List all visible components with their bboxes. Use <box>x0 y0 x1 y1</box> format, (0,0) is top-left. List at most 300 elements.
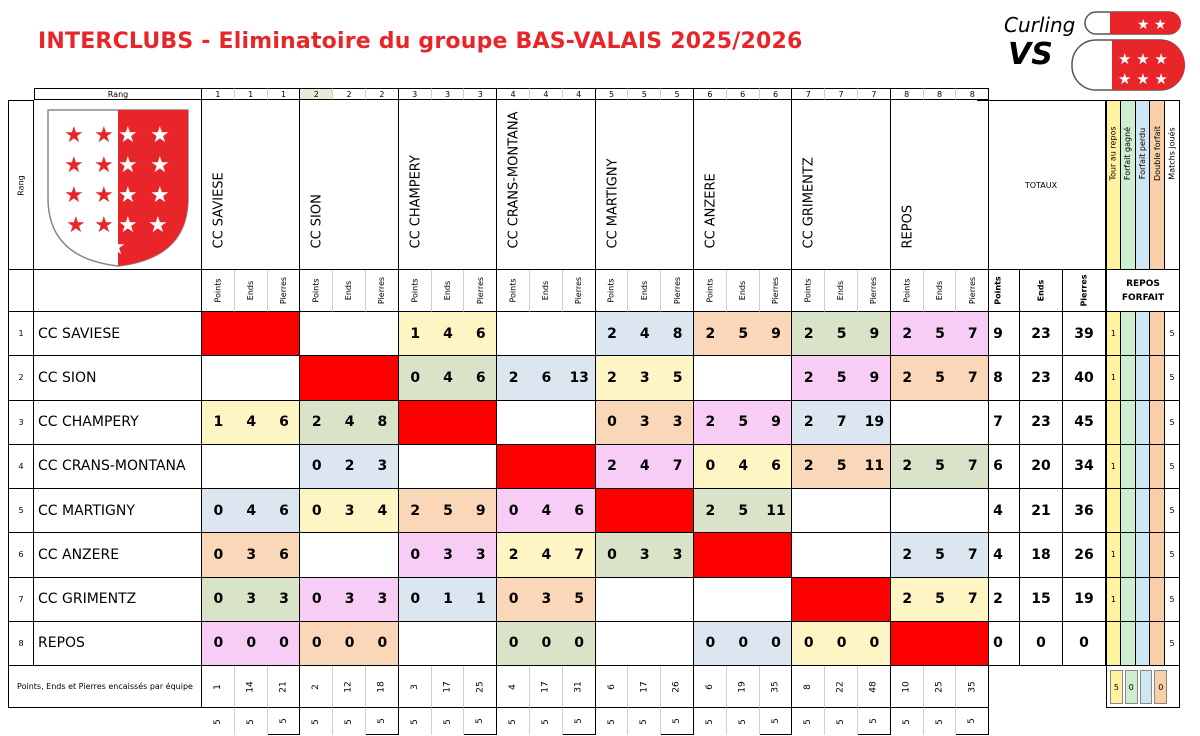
sub-header-label: Ends <box>541 280 551 301</box>
match-points: 2 <box>410 502 421 519</box>
match-points <box>300 312 333 355</box>
status-column-label: Forfait gagné <box>1123 126 1133 181</box>
match-ends: 0 <box>246 635 257 652</box>
blank-cell <box>34 270 202 312</box>
matches-played-value <box>399 708 432 735</box>
match-points: 0 <box>410 591 421 608</box>
match-pierres: 7 <box>967 369 978 386</box>
matches-played-value <box>432 708 465 735</box>
matches-played-number: 5 <box>376 718 387 724</box>
rank-number: 6 <box>694 88 727 100</box>
rank-number: 3 <box>432 88 465 100</box>
svg-text:★: ★ <box>150 123 170 148</box>
match-pierres: 11 <box>864 458 885 475</box>
match-pierres <box>268 356 301 399</box>
match-pierres: 13 <box>569 369 589 386</box>
conceded-value <box>497 666 530 708</box>
sub-header <box>727 270 760 312</box>
row-rank: 7 <box>8 578 34 622</box>
match-pierres <box>268 445 301 488</box>
match-points <box>891 401 924 444</box>
match-points: 0 <box>213 546 224 563</box>
match-ends <box>628 622 661 665</box>
sub-header <box>432 270 465 312</box>
match-result-cell <box>497 312 595 356</box>
conceded-number: 31 <box>573 680 584 693</box>
svg-text:★: ★ <box>64 183 84 208</box>
totals-sub-label: Ends <box>1036 279 1046 302</box>
sub-header-label: Points <box>410 278 420 303</box>
match-pierres: 5 <box>574 591 585 608</box>
match-pierres: 0 <box>377 635 388 652</box>
status-column-header <box>1150 100 1165 270</box>
match-result-cell <box>792 622 890 666</box>
conceded-number: 48 <box>868 680 879 693</box>
match-points <box>596 622 629 665</box>
rang-vertical-header <box>8 100 34 270</box>
matches-played-number: 5 <box>278 718 289 724</box>
svg-text:★: ★ <box>150 183 170 208</box>
match-result-cell <box>300 578 398 622</box>
match-points: 0 <box>508 502 519 519</box>
row-rank: 5 <box>8 489 34 533</box>
totaux-header: TOTAUX <box>977 100 1106 270</box>
row-rank: 2 <box>8 356 34 400</box>
conceded-number: 17 <box>442 680 453 693</box>
sub-header-label: Pierres <box>475 276 485 305</box>
team-column-header <box>202 100 300 270</box>
rang-header: Rang <box>34 88 202 100</box>
sub-header <box>530 270 563 312</box>
match-ends: 3 <box>344 502 355 519</box>
match-result-cell <box>694 622 792 666</box>
match-result-cell <box>694 401 792 445</box>
conceded-number: 21 <box>278 680 289 693</box>
matches-played-value <box>563 708 596 735</box>
matches-played-value <box>235 708 268 735</box>
svg-text:★: ★ <box>118 183 138 208</box>
match-pierres <box>858 489 891 532</box>
match-pierres: 5 <box>672 369 683 386</box>
match-points: 2 <box>902 591 913 608</box>
status-value <box>1121 445 1136 489</box>
match-points: 0 <box>607 414 617 431</box>
match-result-cell <box>792 533 890 577</box>
matches-played-number: 5 <box>967 718 978 724</box>
match-result-cell <box>596 445 694 489</box>
match-points: 2 <box>803 458 814 475</box>
match-ends: 0 <box>836 635 847 652</box>
match-result-cell <box>792 489 890 533</box>
total-ends: 23 <box>1020 312 1063 356</box>
matches-played-value <box>661 708 694 735</box>
team-column-label: CC SAVIESE <box>211 172 227 249</box>
sub-header-label: Points <box>705 278 715 303</box>
sub-header-label: Pierres <box>574 276 584 305</box>
match-result-cell <box>891 578 989 622</box>
rank-number: 5 <box>596 88 629 100</box>
team-column-label: REPOS <box>900 204 916 249</box>
total-points: 0 <box>977 622 1020 666</box>
match-pierres: 7 <box>967 546 978 563</box>
match-result-cell <box>497 401 595 445</box>
total-points: 6 <box>977 445 1020 489</box>
sub-header <box>628 270 661 312</box>
match-pierres <box>464 445 497 488</box>
totals-sub-header <box>1020 270 1063 312</box>
sub-header <box>300 270 333 312</box>
rank-number: 1 <box>202 88 235 100</box>
match-pierres <box>760 356 793 399</box>
match-ends: 0 <box>738 635 749 652</box>
rank-number: 1 <box>235 88 268 100</box>
match-pierres: 3 <box>475 546 486 563</box>
match-ends: 5 <box>738 414 749 431</box>
match-points: 2 <box>902 325 913 342</box>
svg-text:★: ★ <box>150 153 170 178</box>
match-ends: 4 <box>541 502 552 519</box>
status-value <box>1136 312 1151 356</box>
match-points <box>694 578 727 621</box>
sub-header <box>858 270 891 312</box>
matchs-played: 5 <box>1165 401 1180 445</box>
conceded-number: 3 <box>409 683 420 690</box>
match-result-cell <box>202 401 300 445</box>
logo-text-curling: Curling <box>1004 13 1076 37</box>
sub-header <box>202 270 235 312</box>
match-points: 0 <box>213 591 224 608</box>
match-pierres: 6 <box>475 369 486 386</box>
row-team-name: CC SAVIESE <box>34 312 202 356</box>
repos-count: 1 <box>1106 312 1121 356</box>
self-match-cell <box>497 445 595 489</box>
team-column-header <box>399 100 497 270</box>
svg-text:★: ★ <box>94 183 114 208</box>
sub-header <box>924 270 957 312</box>
repos-count: 1 <box>1106 578 1121 622</box>
totals-sub-header <box>977 270 1020 312</box>
match-ends <box>924 401 957 444</box>
match-result-cell <box>300 533 398 577</box>
sub-header-label: Pierres <box>869 276 879 305</box>
match-ends <box>825 489 858 532</box>
rank-number: 8 <box>924 88 957 100</box>
matchs-played: 5 <box>1165 622 1180 666</box>
match-points: 1 <box>213 414 224 431</box>
sub-header <box>596 270 629 312</box>
conceded-number: 26 <box>672 680 683 693</box>
match-result-cell <box>202 533 300 577</box>
match-ends: 3 <box>246 546 257 563</box>
svg-text:★: ★ <box>118 123 138 148</box>
sub-header-label: Pierres <box>278 276 288 305</box>
svg-text:★ ★ ★: ★ ★ ★ <box>1118 50 1168 68</box>
team-column-label: CC SION <box>309 194 325 249</box>
conceded-value <box>300 666 333 708</box>
match-pierres: 7 <box>967 591 978 608</box>
row-rank: 4 <box>8 445 34 489</box>
rank-number: 5 <box>661 88 694 100</box>
match-result-cell <box>596 401 694 445</box>
totals-sub-label: Pierres <box>1079 274 1089 307</box>
match-ends: 5 <box>443 502 453 519</box>
match-ends <box>727 578 760 621</box>
status-column-label: Forfait perdu <box>1137 127 1147 180</box>
row-rank: 6 <box>8 533 34 577</box>
total-pierres: 34 <box>1063 445 1106 489</box>
match-points <box>399 622 432 665</box>
matches-played-number: 5 <box>311 718 322 725</box>
status-column-header <box>1121 100 1136 270</box>
match-pierres: 0 <box>574 635 585 652</box>
status-value <box>1121 356 1136 400</box>
match-ends: 3 <box>639 414 650 431</box>
status-value <box>1136 533 1151 577</box>
matches-played-value <box>825 708 858 735</box>
match-ends: 4 <box>738 458 749 475</box>
match-pierres: 0 <box>869 635 880 652</box>
total-ends: 21 <box>1020 489 1063 533</box>
matches-played-value <box>596 708 629 735</box>
svg-text:★ ★: ★ ★ <box>1137 17 1167 33</box>
row-team-name: CC CHAMPERY <box>34 401 202 445</box>
match-ends: 4 <box>639 458 650 475</box>
match-pierres <box>760 578 793 621</box>
match-result-cell <box>399 533 497 577</box>
total-pierres: 45 <box>1063 401 1106 445</box>
blank-cell <box>8 270 34 312</box>
match-result-cell <box>300 489 398 533</box>
row-team-name: CC MARTIGNY <box>34 489 202 533</box>
matches-played-value <box>497 708 530 735</box>
sub-header <box>268 270 301 312</box>
match-ends: 5 <box>935 458 945 475</box>
svg-text:★: ★ <box>118 153 138 178</box>
match-pierres: 0 <box>279 635 289 652</box>
match-points: 2 <box>508 369 519 386</box>
status-value <box>1150 533 1165 577</box>
conceded-value <box>432 666 465 708</box>
match-result-cell <box>497 356 595 400</box>
matches-played-value <box>333 708 366 735</box>
matches-played-number: 5 <box>639 718 650 725</box>
sub-header <box>792 270 825 312</box>
sub-header-label: Points <box>508 278 518 303</box>
status-total: 0 <box>1154 670 1167 704</box>
match-pierres: 7 <box>672 458 683 475</box>
match-points: 2 <box>902 369 913 386</box>
conceded-value <box>202 666 235 708</box>
matches-played-number: 5 <box>212 718 223 725</box>
status-total: 0 <box>1125 670 1138 704</box>
rank-number: 2 <box>333 88 366 100</box>
match-result-cell <box>792 312 890 356</box>
status-value <box>1150 312 1165 356</box>
match-points <box>694 356 727 399</box>
match-points: 0 <box>311 635 322 652</box>
status-column-header <box>1136 100 1151 270</box>
sub-header-label: Ends <box>738 280 748 301</box>
match-points: 2 <box>902 546 913 563</box>
sub-header-label: Ends <box>934 280 944 301</box>
match-result-cell <box>497 578 595 622</box>
match-result-cell <box>891 312 989 356</box>
match-pierres <box>366 312 399 355</box>
row-rank: 3 <box>8 401 34 445</box>
match-ends: 4 <box>246 502 257 519</box>
status-value <box>1150 445 1165 489</box>
sub-header <box>694 270 727 312</box>
match-ends: 5 <box>738 325 749 342</box>
self-match-cell <box>694 533 792 577</box>
match-points: 0 <box>508 635 519 652</box>
match-pierres <box>661 622 694 665</box>
svg-text:★: ★ <box>94 153 114 178</box>
match-points: 0 <box>213 502 224 519</box>
match-points: 2 <box>705 414 716 431</box>
matches-played-value <box>760 708 793 735</box>
total-points: 7 <box>977 401 1020 445</box>
team-column-header <box>694 100 792 270</box>
match-pierres <box>563 401 596 444</box>
status-value <box>1136 578 1151 622</box>
match-result-cell <box>300 312 398 356</box>
matchs-played: 5 <box>1165 533 1180 577</box>
status-column-header <box>1106 100 1121 270</box>
match-points <box>792 533 825 576</box>
rank-number: 1 <box>268 88 301 100</box>
row-team-name: CC ANZERE <box>34 533 202 577</box>
status-value <box>1150 401 1165 445</box>
match-result-cell <box>202 578 300 622</box>
match-ends: 0 <box>541 635 552 652</box>
conceded-number: 19 <box>737 680 748 693</box>
match-points: 2 <box>607 458 617 475</box>
match-result-cell <box>891 356 989 400</box>
match-points: 0 <box>311 591 322 608</box>
conceded-number: 4 <box>508 683 519 690</box>
match-pierres: 9 <box>771 414 781 431</box>
match-ends <box>235 445 268 488</box>
total-pierres: 0 <box>1063 622 1106 666</box>
match-result-cell <box>596 533 694 577</box>
rank-number: 7 <box>825 88 858 100</box>
svg-text:★: ★ <box>148 213 168 238</box>
sub-header <box>661 270 694 312</box>
svg-text:★: ★ <box>64 123 84 148</box>
matches-played-value <box>858 708 891 735</box>
conceded-number: 25 <box>475 680 486 693</box>
matches-played-number: 5 <box>508 718 519 725</box>
match-ends <box>628 578 661 621</box>
conceded-value <box>366 666 399 708</box>
match-result-cell <box>399 312 497 356</box>
conceded-number: 12 <box>344 680 355 693</box>
match-points: 2 <box>803 369 814 386</box>
match-result-cell <box>891 445 989 489</box>
matches-played-number: 5 <box>475 718 486 724</box>
match-result-cell <box>300 401 398 445</box>
status-column-label: Tour au repos <box>1108 126 1118 181</box>
match-points: 0 <box>705 635 716 652</box>
status-value <box>1150 489 1165 533</box>
status-value <box>1150 356 1165 400</box>
matches-played-value <box>891 708 924 735</box>
match-ends: 5 <box>836 325 847 342</box>
match-result-cell <box>596 356 694 400</box>
page-title: INTERCLUBS - Eliminatoire du groupe BAS-VALAIS 2025/2026 <box>38 29 803 54</box>
match-result-cell <box>596 312 694 356</box>
conceded-value <box>399 666 432 708</box>
match-points: 0 <box>803 635 814 652</box>
match-ends: 4 <box>344 414 355 431</box>
rank-number: 8 <box>956 88 989 100</box>
matches-played-value <box>924 708 957 735</box>
conceded-value <box>464 666 497 708</box>
conceded-number: 8 <box>803 683 814 690</box>
match-result-cell <box>399 445 497 489</box>
team-column-header <box>792 100 890 270</box>
repos-count: 1 <box>1106 445 1121 489</box>
match-ends: 4 <box>443 369 453 386</box>
match-points: 0 <box>508 591 519 608</box>
match-result-cell <box>596 578 694 622</box>
match-points: 0 <box>311 502 322 519</box>
match-ends <box>333 312 366 355</box>
match-ends: 4 <box>443 325 453 342</box>
conceded-value <box>858 666 891 708</box>
match-ends <box>432 622 465 665</box>
total-points: 9 <box>977 312 1020 356</box>
matches-played-value <box>694 708 727 735</box>
matches-played-number: 5 <box>737 718 748 725</box>
rank-number: 7 <box>792 88 825 100</box>
matches-played-number: 5 <box>901 718 912 725</box>
repos-count <box>1106 622 1121 666</box>
match-ends <box>432 445 465 488</box>
total-pierres: 36 <box>1063 489 1106 533</box>
match-pierres: 9 <box>869 369 880 386</box>
match-points <box>300 533 333 576</box>
total-ends: 18 <box>1020 533 1063 577</box>
match-result-cell <box>694 445 792 489</box>
match-pierres: 6 <box>279 546 289 563</box>
matches-played-value <box>628 708 661 735</box>
match-pierres: 0 <box>771 635 781 652</box>
status-value <box>1121 312 1136 356</box>
conceded-number: 35 <box>967 680 978 693</box>
match-ends: 3 <box>541 591 552 608</box>
match-points: 2 <box>803 325 814 342</box>
match-ends: 3 <box>344 591 355 608</box>
totals-sub-header <box>1063 270 1106 312</box>
matchs-played: 5 <box>1165 578 1180 622</box>
rang-label: Rang <box>16 174 26 196</box>
conceded-value <box>268 666 301 708</box>
match-result-cell <box>399 356 497 400</box>
svg-text:★: ★ <box>94 213 114 238</box>
matches-played-number: 5 <box>934 718 945 725</box>
status-footer-frame <box>1106 666 1180 708</box>
conceded-value <box>530 666 563 708</box>
match-result-cell <box>891 401 989 445</box>
matches-played-number: 5 <box>245 718 256 725</box>
match-pierres: 8 <box>672 325 683 342</box>
sub-header-label: Ends <box>836 280 846 301</box>
conceded-value <box>235 666 268 708</box>
match-points <box>792 489 825 532</box>
conceded-label: Points, Ends et Pierres encaissés par équipe <box>8 666 202 708</box>
